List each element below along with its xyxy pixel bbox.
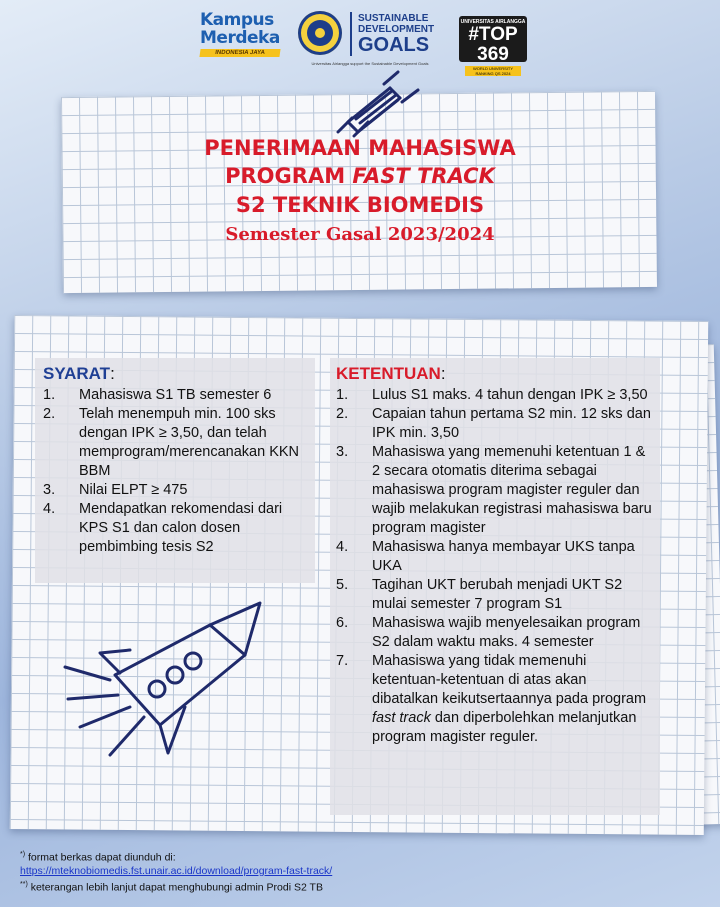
sdg-line2: DEVELOPMENT <box>358 24 435 35</box>
top-caption: WORLD UNIVERSITY RANKING QS 2024 <box>465 66 521 76</box>
syarat-list <box>43 386 315 557</box>
sdg-logo <box>358 13 438 55</box>
ketentuan-heading: KETENTUAN: <box>336 364 446 383</box>
syarat-heading: SYARAT: <box>43 364 115 383</box>
title-line3: S2 TEKNIK BIOMEDIS <box>235 193 485 217</box>
list-item: 4. Mendapatkan rekomendasi dari KPS S1 dan calon dosen pembimbing tesis S2 <box>43 501 283 555</box>
sdg-line1: SUSTAINABLE <box>358 13 429 24</box>
title-line2 <box>90 164 630 188</box>
kampus-merdeka-tag: INDONESIA JAYA <box>199 49 280 57</box>
kampus-merdeka-logo <box>200 12 282 66</box>
list-item: 1. Lulus S1 maks. 4 tahun dengan IPK ≥ 3,50 <box>336 387 648 403</box>
title-line2-italic: FAST TRACK <box>352 164 495 188</box>
footer-note2: **) keterangan lebih lanjut dapat menghubungi admin Prodi S2 TB <box>20 880 323 893</box>
top-ranking-logo <box>459 16 527 76</box>
download-link[interactable]: https://mteknobiomedis.fst.unair.ac.id/download/program-fast-track/ <box>20 864 333 877</box>
list-item: 5. Tagihan UKT berubah menjadi UKT S2 mulai semester 7 program S1 <box>336 577 623 612</box>
list-item: 3. Nilai ELPT ≥ 475 <box>43 482 188 498</box>
unair-seal-icon <box>298 11 342 55</box>
list-item: 6. Mahasiswa wajib menyelesaikan program S2 dalam waktu maks. 4 semester <box>336 615 641 650</box>
list-item: 3. Mahasiswa yang memenuhi ketentuan 1 & 2 secara otomatis diterima sebagai mahasiswa program magister reguler dan wajib melakukan registrasi mahasiswa baru program magister <box>336 444 652 536</box>
top-label: UNIVERSITAS AIRLANGGA <box>460 19 526 25</box>
title-semester: Semester Gasal 2023/2024 <box>225 224 495 245</box>
kampus-merdeka-line1: Kampus <box>200 10 274 30</box>
list-item: 1. Mahasiswa S1 TB semester 6 <box>43 387 272 403</box>
title-line2-prefix: PROGRAM <box>225 164 353 188</box>
footer-note1: *) format berkas dapat diunduh di: <box>20 851 176 864</box>
kampus-merdeka-line2: Merdeka <box>200 28 280 48</box>
list-item: 2. Capaian tahun pertama S2 min. 12 sks dan IPK min. 3,50 <box>336 406 651 441</box>
footer-notes <box>20 848 332 894</box>
sdg-caption: Universitas Airlangga support the Sustainable Development Goals <box>311 61 429 66</box>
title-line1: PENERIMAAN MAHASISWA <box>204 136 516 160</box>
top-badge: #TOP 369 <box>468 24 518 65</box>
rocket-icon <box>60 595 270 765</box>
list-item: 7. Mahasiswa yang tidak memenuhi ketentuan-ketentuan di atas akan dibatalkan keikutsertaannya pada program fast track dan diperbolehkan melanjutkan program magister reguler. <box>336 653 647 745</box>
logo-divider <box>350 12 352 56</box>
spool-icon <box>318 70 428 140</box>
sdg-line3: GOALS <box>358 34 430 56</box>
list-item: 4. Mahasiswa hanya membayar UKS tanpa UKA <box>336 539 635 574</box>
ketentuan-list <box>336 386 654 747</box>
list-item: 2. Telah menempuh min. 100 sks dengan IPK ≥ 3,50, dan telah memprogram/merencanakan KKN BBM <box>43 406 300 479</box>
